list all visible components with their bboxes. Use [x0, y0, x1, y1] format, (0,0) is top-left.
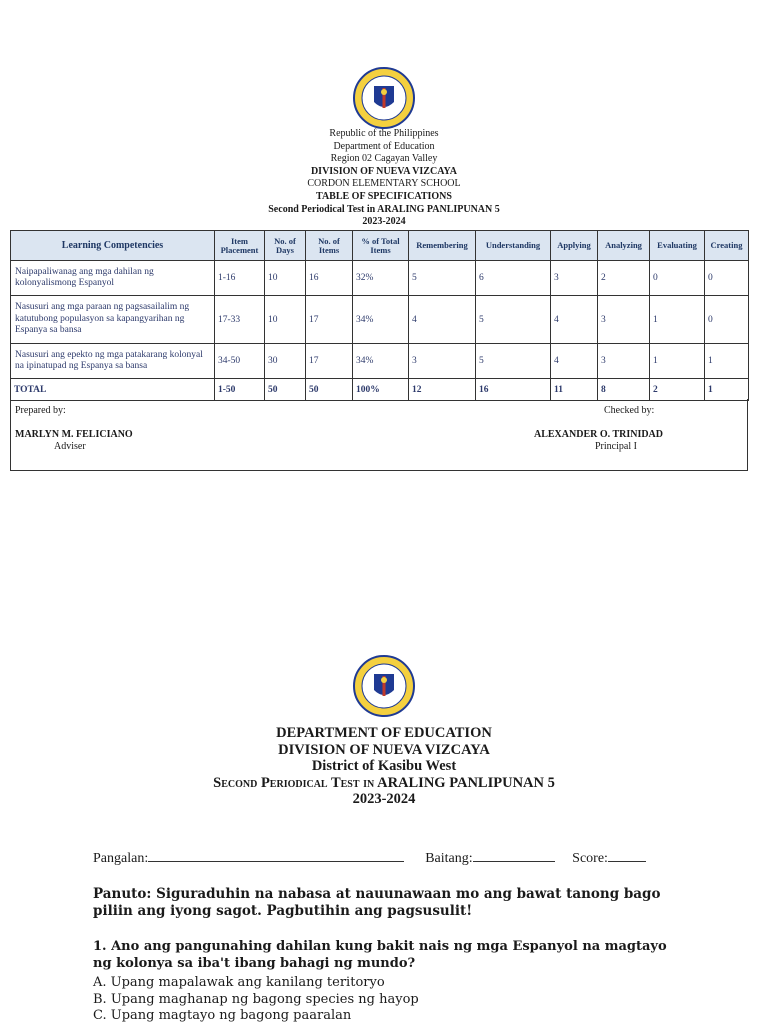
column-header: Learning Competencies	[11, 231, 215, 261]
table-cell: 4	[551, 344, 598, 379]
table-cell: 17	[306, 296, 353, 344]
deped-seal-logo	[352, 66, 416, 130]
table-cell: 10	[265, 261, 306, 296]
prepared-by-label: Prepared by:	[15, 405, 66, 416]
column-header: Analyzing	[598, 231, 650, 261]
table-cell: 12	[409, 379, 476, 401]
dept-line: DEPARTMENT OF EDUCATION	[276, 725, 492, 741]
table-cell: 4	[409, 296, 476, 344]
column-header: Applying	[551, 231, 598, 261]
department-line: Department of Education	[333, 140, 435, 152]
name-blank[interactable]	[148, 849, 404, 862]
table-row	[11, 261, 749, 296]
signature-block	[10, 399, 748, 471]
score-blank[interactable]	[608, 849, 646, 862]
column-header: Remembering	[409, 231, 476, 261]
specifications-table	[10, 230, 749, 401]
question-1: 1. Ano ang pangunahing dahilan kung bakit nais ng mga Espanyol na magtayo ng kolonya sa iba't ibang bahagi ng mundo?	[93, 939, 667, 971]
table-cell: 1	[650, 344, 705, 379]
school-year: 2023-2024	[362, 216, 406, 228]
checker-role: Principal I	[595, 441, 637, 452]
table-row	[11, 344, 749, 379]
republic-line: Republic of the Philippines	[329, 128, 439, 139]
school-year-2: 2023-2024	[352, 791, 416, 807]
student-info-line	[93, 849, 646, 867]
column-header: Creating	[705, 231, 749, 261]
table-cell: 3	[551, 261, 598, 296]
table-cell: 8	[598, 379, 650, 401]
table-cell: 50	[306, 379, 353, 401]
table-cell: 32%	[353, 261, 409, 296]
table-cell: TOTAL	[11, 379, 215, 401]
table-cell: 2	[598, 261, 650, 296]
table-cell: 0	[650, 261, 705, 296]
table-cell: 1-16	[215, 261, 265, 296]
test-subject: ARALING PANLIPUNAN 5	[377, 774, 555, 791]
test-header	[0, 725, 768, 808]
column-header: No. of Days	[265, 231, 306, 261]
table-cell: 4	[551, 296, 598, 344]
option-a[interactable]: A. Upang mapalawak ang kanilang teritoryo	[93, 975, 385, 990]
division-line: DIVISION OF NUEVA VIZCAYA	[310, 165, 458, 177]
doc-title: TABLE OF SPECIFICATIONS	[316, 190, 452, 202]
table-cell: 50	[265, 379, 306, 401]
table-cell: 3	[598, 344, 650, 379]
table-cell: 11	[551, 379, 598, 401]
question-1-options	[93, 975, 419, 1025]
preparer-role: Adviser	[54, 441, 86, 452]
region-line: Region 02 Cagayan Valley	[330, 153, 438, 165]
table-cell: Nasusuri ang epekto ng mga patakarang kolonyal na ipinatupad ng Espanya sa bansa	[11, 344, 215, 379]
table-cell: 1-50	[215, 379, 265, 401]
table-cell: 34-50	[215, 344, 265, 379]
name-label: Pangalan:	[93, 851, 149, 866]
table-cell: 5	[476, 344, 551, 379]
instructions: Panuto: Siguraduhin na nabasa at nauunawaan mo ang bawat tanong bago piliin ang iyong sagot. Pagbutihin ang pagsusulit!	[93, 886, 661, 919]
table-cell: 10	[265, 296, 306, 344]
table-cell: 1	[650, 296, 705, 344]
table-row	[11, 296, 749, 344]
table-cell: Nasusuri ang mga paraan ng pagsasailalim ng katutubong populasyon sa kapangyarihan ng Espanya sa bansa	[11, 296, 215, 344]
option-b[interactable]: B. Upang maghanap ng bagong species ng hayop	[93, 991, 419, 1007]
preparer-name: MARLYN M. FELICIANO	[15, 429, 133, 440]
table-cell: 17-33	[215, 296, 265, 344]
table-cell: 5	[476, 296, 551, 344]
total-row	[11, 379, 749, 401]
column-header: Item Placement	[215, 231, 265, 261]
grade-label: Baitang:	[425, 851, 473, 866]
table-cell: 16	[476, 379, 551, 401]
table-cell: 0	[705, 296, 749, 344]
table-header-row	[11, 231, 749, 261]
division-line-2: DIVISION OF NUEVA VIZCAYA	[278, 741, 490, 758]
column-header: % of Total Items	[353, 231, 409, 261]
document-header	[0, 128, 768, 229]
table-cell: 6	[476, 261, 551, 296]
table-cell: 34%	[353, 296, 409, 344]
table-cell: 0	[705, 261, 749, 296]
district-line: District of Kasibu West	[311, 758, 457, 774]
test-title-line	[0, 775, 768, 792]
column-header: Understanding	[476, 231, 551, 261]
grade-blank[interactable]	[473, 849, 555, 862]
column-header: Evaluating	[650, 231, 705, 261]
table-cell: Naipapaliwanag ang mga dahilan ng kolonyalismong Espanyol	[11, 261, 215, 296]
table-cell: 16	[306, 261, 353, 296]
checker-name: ALEXANDER O. TRINIDAD	[534, 429, 663, 440]
test-title: Second Periodical Test in ARALING PANLIPUNAN 5	[268, 203, 500, 215]
checked-by-label: Checked by:	[604, 405, 655, 416]
option-c[interactable]: C. Upang magtayo ng bagong paaralan	[93, 1008, 352, 1023]
table-cell: 30	[265, 344, 306, 379]
table-cell: 34%	[353, 344, 409, 379]
deped-seal-logo-2	[352, 654, 416, 718]
table-cell: 1	[705, 344, 749, 379]
table-cell: 1	[705, 379, 749, 401]
table-cell: 2	[650, 379, 705, 401]
table-cell: 100%	[353, 379, 409, 401]
table-cell: 3	[598, 296, 650, 344]
school-line: CORDON ELEMENTARY SCHOOL	[307, 178, 461, 190]
test-prefix: Second Periodical Test in	[213, 774, 375, 791]
score-label: Score:	[572, 851, 608, 866]
table-cell: 3	[409, 344, 476, 379]
column-header: No. of Items	[306, 231, 353, 261]
table-cell: 17	[306, 344, 353, 379]
table-cell: 5	[409, 261, 476, 296]
